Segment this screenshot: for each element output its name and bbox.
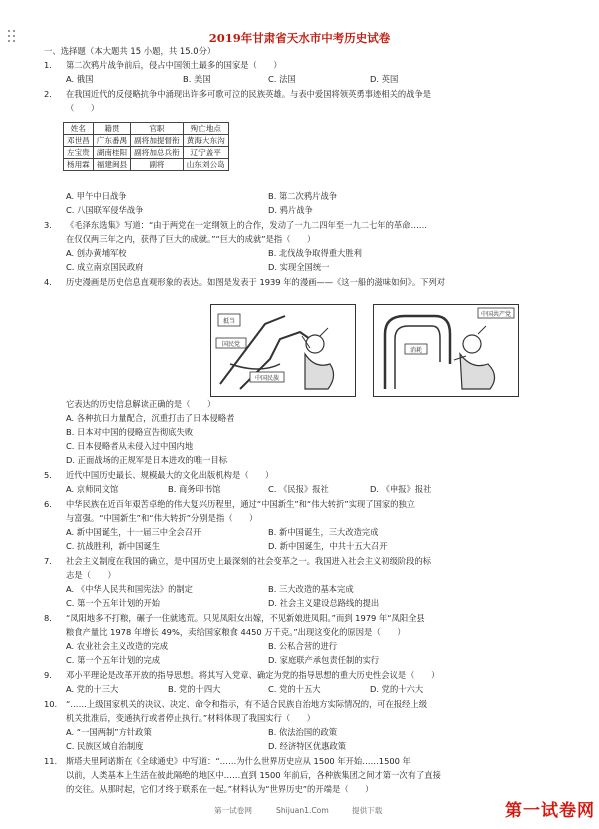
option-d: D. 党的十六大 — [370, 684, 424, 694]
question-stem: 《毛泽东选集》写道：“由于两党在一定纲领上的合作，发动了一九二四年至一九二七年的革命…… — [66, 220, 428, 230]
footer-site-name: 第一试卷网 — [214, 806, 252, 815]
question-number: 11. — [44, 756, 58, 766]
option-a: A. 创办黄埔军校 — [66, 248, 127, 258]
question-stem: 社会主义制度在我国的确立，是中国历史上最深刻的社会变革之一。我国进入社会主义初级阶段的标 — [66, 556, 432, 566]
option-d: D. 《申报》报社 — [370, 484, 432, 494]
option-a: A. 俄国 — [66, 74, 94, 84]
table-cell: 副将 — [131, 159, 184, 171]
table-row — [64, 135, 229, 147]
option-c: C. 成立南京国民政府 — [66, 262, 144, 272]
option-a: A. 甲午中日战争 — [66, 191, 127, 201]
question-stem-cont: 粮食产量比 1978 年增长 49%，卖给国家粮食 4450 万千克。”出现这变化的原因是（ ） — [66, 627, 406, 637]
question-stem-cont: 与富强。“中国新生”和“伟大转折”分别是指（ ） — [66, 513, 258, 523]
option-d: D. 实现全国统一 — [268, 262, 330, 272]
cartoon-label: 抵当 — [222, 318, 236, 325]
option-b: B. 依法治国的政策 — [268, 727, 338, 737]
table-cell: 左宝贵 — [64, 147, 94, 159]
footer-site-url[interactable]: Shijuan1.Com — [276, 806, 329, 815]
section-heading: 一、选择题（本大题共 15 小题，共 15.0分） — [44, 46, 216, 56]
option-c: C. 《民报》报社 — [268, 484, 329, 494]
table-cell: 湖南桂阳 — [93, 147, 130, 159]
table-cell: 杨用霖 — [64, 159, 94, 171]
site-logo: 第一试卷网 — [505, 801, 595, 821]
question-stem-cont: （ ） — [66, 103, 100, 113]
table-cell: 福建闽县 — [93, 159, 130, 171]
question-stem: 第二次鸦片战争前后，侵占中国领土最多的国家是（ ） — [66, 60, 282, 70]
question-stem-cont: 它表达的历史信息解读正确的是（ ） — [66, 399, 216, 409]
option-d: D. 家庭联产承包责任制的实行 — [268, 655, 380, 665]
option-a: A. 农业社会主义改造的完成 — [66, 641, 169, 651]
option-c: C. 第一个五年计划的开始 — [66, 598, 161, 608]
option-b: B. 新中国诞生，三大改造完成 — [268, 527, 379, 537]
option-b: B. 第二次鸦片战争 — [268, 191, 338, 201]
generals-table — [63, 122, 229, 171]
question-stem: “……上级国家机关的决议、决定、命令和指示，有不适合民族自治地方实际情况的，可在报经上级 — [66, 699, 428, 709]
option-c: C. 八国联军侵华战争 — [66, 205, 144, 215]
option-b: B. 公私合营的进行 — [268, 641, 338, 651]
table-cell: 副将加总兵衔 — [131, 147, 184, 159]
question-stem-cont: 机关批准后，变通执行或者停止执行。”材料体现了我国实行（ ） — [66, 713, 316, 723]
option-d: D. 英国 — [370, 74, 399, 84]
table-row — [64, 159, 229, 171]
option-b: B. 三大改造的基本完成 — [268, 584, 354, 594]
table-cell: 副将加提督衔 — [131, 135, 184, 147]
table-header-cell: 殉亡地点 — [183, 123, 228, 135]
question-number: 2. — [44, 89, 52, 99]
table-header-cell: 籍贯 — [93, 123, 130, 135]
question-number: 7. — [44, 556, 52, 566]
table-cell: 广东番禺 — [93, 135, 130, 147]
option-a: A. 《中华人民共和国宪法》的制定 — [66, 584, 193, 594]
table-row — [64, 147, 229, 159]
cartoon-label: 中国共产党 — [480, 311, 512, 318]
question-number: 8. — [44, 613, 52, 623]
footer-download: 提供下载 — [352, 806, 383, 815]
option-c: C. 抗战胜利，新中国诞生 — [66, 541, 161, 551]
option-b: B. 日本对中国的侵略宣告彻底失败 — [66, 427, 194, 437]
cartoon-image — [210, 304, 519, 397]
table-cell: 山东刘公岛 — [183, 159, 228, 171]
option-d: D. 鸦片战争 — [268, 205, 313, 215]
option-c: C. 第一个五年计划的完成 — [66, 655, 161, 665]
table-cell: 邓世昌 — [64, 135, 94, 147]
question-stem: 中华民族在近百年艰苦卓绝的伟大复兴历程里，通过“中国新生”和“伟大转折”实现了国家的独立 — [66, 499, 416, 509]
option-c: C. 法国 — [268, 74, 296, 84]
table-header-cell: 官职 — [131, 123, 184, 135]
option-d: D. 社会主义建设总路线的提出 — [268, 598, 380, 608]
question-stem: 在我国近代的反侵略抗争中涌现出许多可歌可泣的民族英雄。与表中爱国将领英勇事迹相关的战争是 — [66, 89, 432, 99]
question-stem: 近代中国历史最长、规模最大的文化出版机构是（ ） — [66, 470, 274, 480]
option-d: D. 正面战场的正规军是日本进攻的唯一目标 — [66, 455, 228, 465]
option-d: D. 经济特区优惠政策 — [268, 741, 347, 751]
table-header-row — [64, 123, 229, 135]
option-b: B. 商务印书馆 — [168, 484, 221, 494]
question-stem-cont: 志是（ ） — [66, 570, 116, 580]
option-b: B. 美国 — [183, 74, 211, 84]
option-a: A. 新中国诞生，十一届三中全会召开 — [66, 527, 202, 537]
question-number: 3. — [44, 220, 52, 230]
question-stem: 斯塔夫里阿诺斯在《全球通史》中写道：“……为什么世界历史应从 1500 年开始……1500 年 — [66, 756, 411, 766]
question-number: 4. — [44, 277, 52, 287]
question-stem: 历史漫画是历史信息直观形象的表达。如图是发表于 1939 年的漫画——《这一船的滋味如何》。下列对 — [66, 277, 446, 287]
option-c: C. 日本侵略者从未侵入过中国内地 — [66, 441, 194, 451]
question-number: 9. — [44, 670, 52, 680]
question-stem-cont: 在仅仅两三年之内，获得了巨大的成就。”“巨大的成就”是指（ ） — [66, 234, 316, 244]
question-stem-cont: 以前，人类基本上生活在彼此隔绝的地区中……直到 1500 年前后，各种族集团之间才第一次有了直接 — [66, 770, 441, 780]
option-b: B. 党的十四大 — [168, 684, 221, 694]
question-number: 1. — [44, 60, 52, 70]
cartoon-label: 国民党 — [221, 341, 241, 348]
cartoon-label: 消耗 — [409, 347, 423, 354]
option-a: A. 党的十三大 — [66, 684, 119, 694]
question-number: 6. — [44, 499, 52, 509]
question-stem-cont: 的交往。从那时起，它们才终于联系在一起。”材料认为“世界历史”的开端是（ ） — [66, 784, 374, 794]
page-title: 2019年甘肃省天水市中考历史试卷 — [208, 31, 391, 45]
option-a: A. 京师同文馆 — [66, 484, 119, 494]
cartoon-label: 中国民族 — [254, 375, 280, 382]
option-a: A. “一国两制”方针政策 — [66, 727, 152, 737]
option-a: A. 各种抗日力量配合，沉重打击了日本侵略者 — [66, 413, 235, 423]
question-stem: “凤阳地多不打粮，碾子一住就逃荒。只见凤阳女出嫁，不见新娘进凤阳。”而到 1979 年“凤阳全县 — [66, 613, 425, 623]
question-stem: 邓小平理论是改革开放的指导思想。将其写入党章、确定为党的指导思想的重大历史性会议是（ ） — [66, 670, 440, 680]
option-c: C. 党的十五大 — [268, 684, 321, 694]
table-cell: 黄海大东沟 — [183, 135, 228, 147]
option-d: D. 新中国诞生，中共十五大召开 — [268, 541, 388, 551]
table-cell: 辽宁盖平 — [183, 147, 228, 159]
table-header-cell: 姓名 — [64, 123, 94, 135]
question-number: 5. — [44, 470, 52, 480]
option-b: B. 北伐战争取得重大胜利 — [268, 248, 362, 258]
question-number: 10. — [44, 699, 58, 709]
option-c: C. 民族区域自治制度 — [66, 741, 144, 751]
